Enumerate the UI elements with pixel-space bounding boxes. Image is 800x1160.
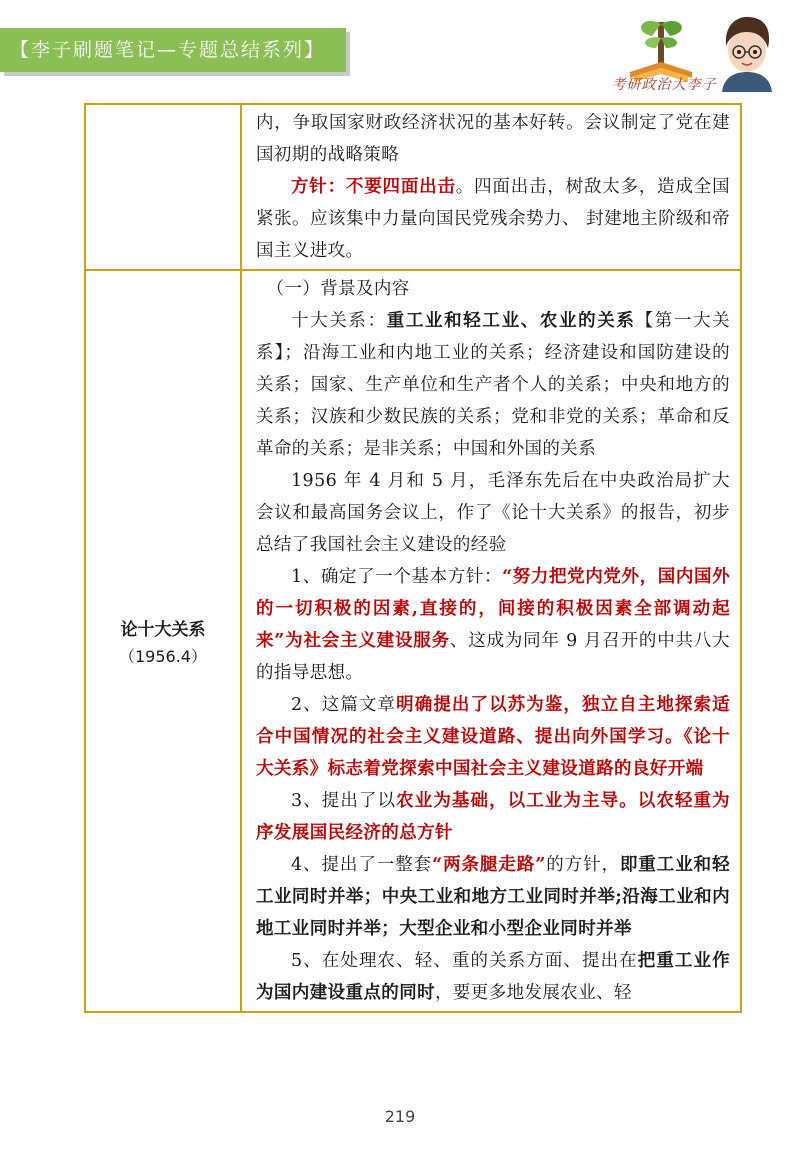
paragraph: [256, 171, 730, 267]
paragraph: [256, 785, 730, 849]
row-label: [85, 270, 241, 1012]
paragraph: 1956 年 4 月和 5 月，毛泽东先后在中央政治局扩大会议和最高国务会议上，作了《论十大关系》的报告，初步总结了我国社会主义建设的经验: [256, 471, 730, 555]
emphasis-text: 明确提出了以苏为鉴，独立自主地探索适合中国情况的社会主义建设道路、提出向外国学习。《论十大关系》标志着党探索中国社会主义建设道路的良好开端: [256, 695, 730, 779]
emphasis-text: “两条腿走路”: [432, 855, 546, 875]
paragraph-text: ，要更多地发展农业、轻: [435, 983, 632, 1003]
emphasis-text: “努力把党内党外，国内国外的一切积极的因素,直接的，间接的积极因素全部调动起来”为社会主义建设服务: [256, 567, 731, 651]
row-label: [85, 104, 241, 270]
paragraph-text: 。四面出击，树敌太多，造成全国紧张。应该集中力量向国民党残余势力、 封建地主阶级和帝国主义进攻。: [256, 177, 730, 261]
topic-date: （1956.4）: [119, 646, 207, 666]
section-heading: （一）背景及内容: [266, 279, 410, 299]
topic-title: 论十大关系: [120, 619, 206, 640]
notes-table: [84, 103, 742, 1013]
paragraph-text: 【第一大关系】；沿海工业和内地工业的关系；经济建设和国防建设的关系；国家、生产单位和生产者个人的关系；中央和地方的关系；汉族和少数民族的关系；党和非党的关系；革命和反革命的关系；是非关系；中国和外国的关系: [256, 311, 731, 459]
paragraph-text: 3、提出了以: [291, 791, 397, 811]
paragraph: [256, 305, 730, 465]
paragraph-text: 的方针，: [545, 855, 620, 875]
paragraph: [256, 945, 730, 1009]
page-number: 219: [384, 1107, 416, 1126]
table-row: [85, 270, 741, 1012]
avatar-icon: [716, 14, 778, 92]
paragraph: 内，争取国家财政经济状况的基本好转。会议制定了党在建国初期的战略策略: [256, 113, 730, 165]
row-content: [241, 270, 741, 1012]
emphasis-text: 方针：不要四面出击: [291, 177, 456, 197]
emphasis-text: 农业为基础，以工业为主导。以农轻重为序发展国民经济的总方针: [256, 791, 730, 843]
paragraph-text: 2、这篇文章: [291, 695, 397, 715]
paragraph: [256, 689, 730, 785]
bold-text: 重工业和轻工业、农业的关系: [386, 311, 636, 331]
row-content: [241, 104, 741, 270]
paragraph: [256, 561, 730, 689]
bold-text: 即重工业和轻工业同时并举；中央工业和地方工业同时并举;沿海工业和内地工业同时并举；大型企业和小型企业同时并举: [256, 855, 730, 939]
bold-text: 把重工业作为国内建设重点的同时: [256, 951, 731, 1003]
paragraph-text: 4、提出了一整套: [291, 855, 433, 875]
paragraph-text: 、这成为同年 9 月召开的中共八大的指导思想。: [256, 631, 731, 683]
paragraph: [256, 849, 730, 945]
paragraph-text: 1、确定了一个基本方针：: [291, 567, 503, 587]
table-row: [85, 104, 741, 270]
series-banner: 【李子刷题笔记—专题总结系列】: [0, 28, 346, 72]
paragraph-text: 十大关系：: [291, 311, 387, 331]
logo-text: 考研政治大李子: [611, 77, 717, 93]
paragraph-text: 5、在处理农、轻、重的关系方面、提出在: [291, 951, 638, 971]
